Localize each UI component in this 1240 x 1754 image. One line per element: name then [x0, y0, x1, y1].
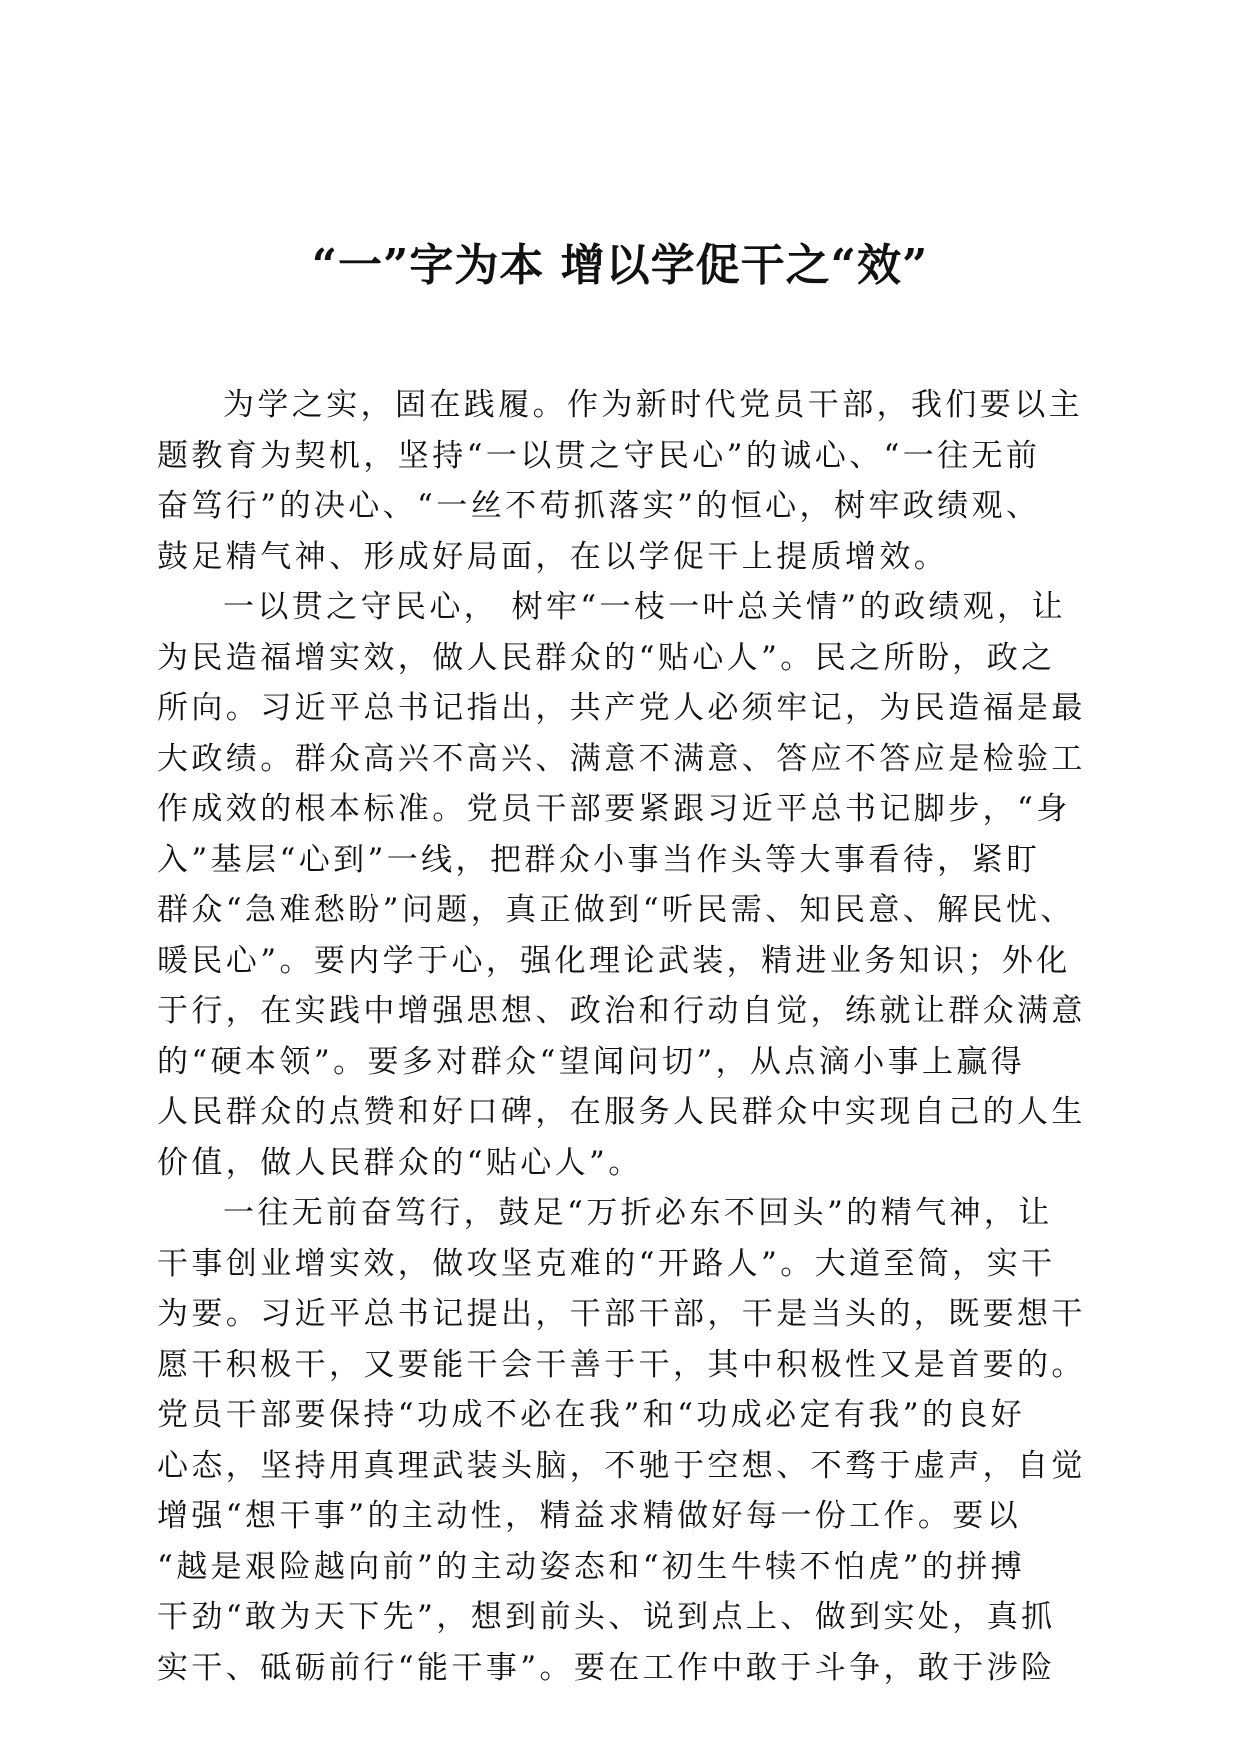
- paragraph-1-line-4: 鼓足精气神、形成好局面，在以学促干上提质增效。: [157, 538, 949, 575]
- paragraph-3-line-9: 干劲“敢为天下先”，想到前头、说到点上、做到实处，真抓: [157, 1599, 1056, 1635]
- paragraph-2-line-12: 价值，做人民群众的“贴心人”。: [157, 1144, 643, 1181]
- paragraph-2-line-3: 所向。习近平总书记指出，共产党人必须牢记，为民造福是最: [157, 690, 1086, 726]
- paragraph-3-line-6: 心态，坚持用真理武装头脑，不驰于空想、不骛于虚声，自觉: [157, 1447, 1086, 1484]
- paragraph-3-line-2: 干事创业增实效，做攻坚克难的“开路人”。大道至简，实干: [157, 1245, 1056, 1282]
- paragraph-1-line-2: 题教育为契机，坚持“一以贯之守民心”的诚心、“一往无前: [157, 437, 1041, 474]
- paragraph-2-line-11: 人民群众的点赞和好口碑，在服务人民群众中实现自己的人生: [157, 1094, 1086, 1130]
- paragraph-3-line-7: 增强“想干事”的主动性，精益求精做好每一份工作。要以: [157, 1498, 1022, 1534]
- paragraph-3-line-4: 愿干积极干，又要能干会干善于干，其中积极性又是首要的。: [157, 1346, 1086, 1383]
- document-body: [157, 380, 1085, 1693]
- paragraph-2-line-2: 为民造福增实效，做人民群众的“贴心人”。民之所盼，政之: [157, 639, 1056, 676]
- paragraph-1-line-1: 为学之实，固在践履。作为新时代党员干部，我们要以主: [223, 387, 1083, 423]
- paragraph-2-line-10: 的“硬本领”。要多对群众“望闻问切”，从点滴小事上赢得: [157, 1043, 1026, 1080]
- paragraph-3-line-3: 为要。习近平总书记提出，干部干部，干是当头的，既要想干: [157, 1296, 1086, 1332]
- paragraph-3-line-5: 党员干部要保持“功成不必在我”和“功成必定有我”的良好: [157, 1397, 1026, 1433]
- paragraph-2-line-5: 作成效的根本标准。党员干部要紧跟习近平总书记脚步，“身: [157, 791, 1071, 827]
- paragraph-3-line-10: 实干、砥砺前行“能干事”。要在工作中敢于斗争，敢于涉险: [157, 1649, 1056, 1686]
- paragraph-2-line-4: 大政绩。群众高兴不高兴、满意不满意、答应不答应是检验工: [157, 740, 1086, 777]
- paragraph-3-line-8: “越是艰险越向前”的主动姿态和“初生牛犊不怕虎”的拼搏: [157, 1548, 1026, 1585]
- paragraph-3-line-1: 一往无前奋笃行，鼓足“万折必东不回头”的精气神，让: [223, 1195, 1053, 1231]
- paragraph-2-line-1: 一以贯之守民心， 树牢“一枝一叶总关情”的政绩观，让: [223, 589, 1066, 625]
- paragraph-2-line-6: 入”基层“心到”一线，把群众小事当作头等大事看待，紧盯: [157, 841, 1041, 878]
- paragraph-2-line-8: 暖民心”。要内学于心，强化理论武装，精进业务知识；外化: [157, 942, 1071, 979]
- paragraph-1-line-3: 奋笃行”的决心、“一丝不苟抓落实”的恒心，树牢政绩观、: [157, 488, 1041, 524]
- paragraph-2-line-7: 群众“急难愁盼”问题，真正做到“听民需、知民意、解民忧、: [157, 892, 1075, 928]
- document-title: “一”字为本 增以学促干之“效”: [311, 240, 929, 291]
- paragraph-2-line-9: 于行，在实践中增强思想、政治和行动自觉，练就让群众满意: [157, 993, 1086, 1029]
